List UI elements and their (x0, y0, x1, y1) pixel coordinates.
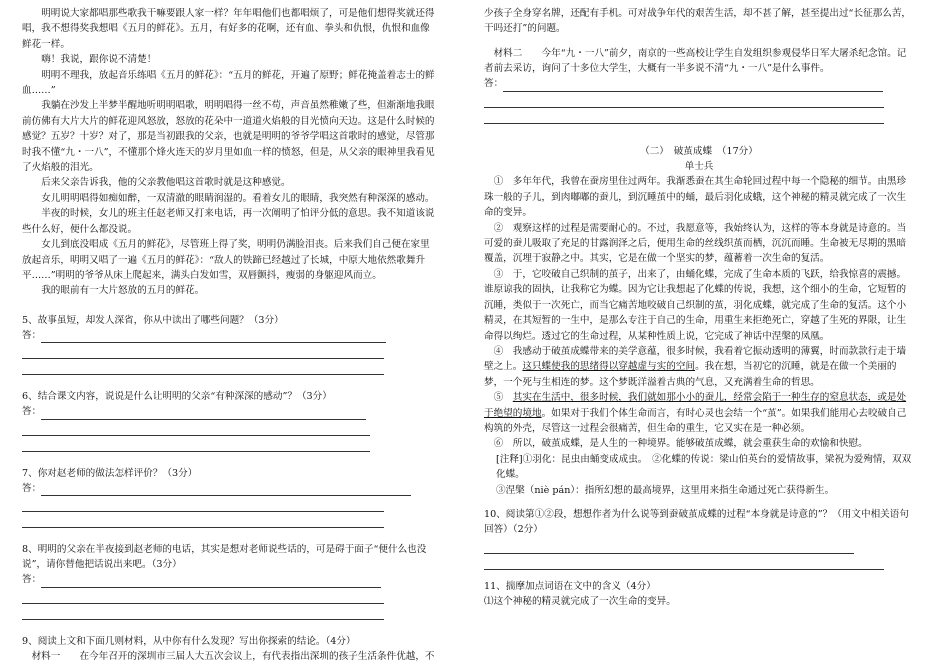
material-2: 材料二 今年“九・一八”前夕，南京的一些高校让学生自发组织参观侵华日军大屠杀纪念馆。记者前去采访，询问了十多位大学生，大概有一半多说不清“九・一八”是什么事件。 (484, 47, 907, 75)
answer-line[interactable] (22, 440, 370, 452)
answer-line[interactable] (41, 484, 411, 496)
answer-line[interactable] (22, 516, 384, 528)
essay-paragraph-2: ② 观察这样的过程是需要耐心的。不过，我愿意等，我始终认为，这样的等本身就是诗意的。当可爱的蚕儿吸取了充足的甘露润泽之后，便用生命的丝线织茧而栖，沉沉而睡。生命被无尽期的黑暗覆盖，沉埋于寂静之中。其实，它是在做一个坚实的梦，蕴蓄着一次生命的复活。 (484, 222, 907, 265)
answer-line[interactable] (22, 592, 384, 604)
question-11: 11、揣摩加点词语在文中的含义（4分） (484, 580, 656, 592)
story-paragraph: 半夜的时候，女儿的班主任赵老师又打来电话，再一次阐明了怕评分低的意思。我不知道该说些什么好，便什么都没说。 (22, 208, 435, 235)
question-8 (22, 542, 437, 620)
question-7 (22, 466, 437, 528)
answer-line[interactable] (22, 500, 384, 512)
answer-line[interactable] (22, 424, 370, 436)
answer-label: 答： (22, 574, 42, 586)
underlined-sentence: 这只蝶使我的思绪得以穿越虚与实的空间 (522, 361, 696, 373)
answer-line[interactable] (484, 542, 854, 554)
answer-line[interactable] (22, 608, 384, 620)
left-column (22, 6, 437, 665)
question-11-item-1: ⑴这个神秘的精灵就完成了一次生命的变异。 (484, 596, 676, 608)
answer-line[interactable] (503, 80, 883, 92)
question-text: 9、阅读上文和下面几则材料，从中你有什么发现？写出你探索的结论。（4分） (22, 635, 356, 647)
answer-line[interactable] (41, 331, 386, 343)
answer-label: 答： (484, 78, 504, 90)
story-paragraph: 嗨！我说，跟你说不清楚！ (41, 54, 157, 66)
essay-paragraph-5: ⑤ 其实在生活中，很多时候，我们就如那小小的蚕儿，经常会陷于一种生存的窒息状态，或是处于绝望的境地。如果对于我们个体生命而言，有时心灵也会结一个“茧”。如果我们能用心去咬破自己构筑的外壳，尽管这一过程会很痛苦，但生命的重生，它又实在是一种必须。 (484, 392, 907, 434)
question-text: 8、明明的父亲在半夜接到赵老师的电话，其实是想对老师说些话的，可是碍于面子“便什么也没说”，请你替他把话说出来吧。（3分） (22, 543, 427, 571)
underlined-sentence: 其实在生活中，很多时候，我们就如那小小的蚕儿，经常会陷于一种生存的窒息状态，或是处于绝望的境地 (484, 392, 907, 419)
question-6 (22, 389, 437, 451)
annotation: ③涅槃（niè pán）：指所幻想的最高境界，这里用来指生命通过死亡获得新生。 (496, 484, 835, 496)
question-text: 6、结合课文内容，说说是什么让明明的父亲“有种深深的感动”？（3分） (22, 391, 332, 403)
essay-paragraph-1: ① 多年年代，我曾在蚕房里住过两年。我渐悉蚕在其生命轮回过程中每一个隐秘的细节。由黑珍珠一般的子儿，到肉嘟嘟的蚕儿，到沉睡茧中的蛹，最后羽化成蛾，这个神秘的精灵就完成了一次生命的变异。 (484, 176, 907, 219)
answer-label: 答： (22, 329, 42, 341)
essay-paragraph-3: ③ 于，它咬破自己织制的茧子，出来了，由蛹化蝶，完成了生命本质的飞跃，给我惊喜的震撼。谁原谅我的固执，让我称它为蝶。因为它让我想起了化蝶的传说，我想，这个细小的生命，它短暂的沉睡，类似于一次死亡，而当它痛苦地咬破自己织制的茧，羽化成蝶，就完成了生命的复活。这个小精灵，在其短暂的一生中，是那么专注于自己的生命，用重生来拒绝死亡，穿越了生死的界限，让生命得以绚烂。透过它的生命过程，从某种性质上说，它完成了神话中涅槃的凤凰。 (484, 268, 907, 342)
answer-line[interactable] (22, 347, 384, 359)
essay-paragraph-6: ⑥ 所以，破茧成蝶，是人生的一种境界。能够破茧成蝶，就会重获生命的欢愉和快慰。 (493, 438, 868, 450)
right-column (484, 6, 914, 610)
question-text: 5、故事虽短，却发人深省，你从中读出了哪些问题？（3分） (22, 314, 284, 326)
answer-line[interactable] (41, 576, 381, 588)
answer-label: 答： (22, 406, 42, 418)
story-paragraph: 女儿明明唱得如痴如醉，一双清澈的眼睛润湿的。看着女儿的眼睛，我突然有种深深的感动。 (41, 192, 435, 204)
story-paragraph: 我躺在沙发上半梦半醒地听明明唱歌，明明唱得一丝不苟，声音虽然稚嫩了些，但渐渐地我眼前仿佛有大片大片的鲜花迎风怒放，怒放的花朵中一道道火焰般的目光愤向天边。这是什么时候的感觉？五岁？十岁？对了，那是当初跟我的父亲，也就是明明的爷爷学唱这首歌时的感觉，尽管那时我不懂“九・一八”，不懂那个烽火连天的岁月里如血一样的愤怒，但是，从父亲的眼神里我看见了火焰般的泪光。 (22, 100, 435, 174)
material-1-continued: 少孩子全身穿名牌，还配有手机。可对战争年代的艰苦生活，却不甚了解，甚至提出过“长征那么苦，干吗还打”的问题。 (484, 8, 912, 35)
annotation: [注释]①羽化：昆虫由蛹变成成虫。 ②化蝶的传说：梁山伯英台的爱情故事，梁祝为爱殉情，双双化蝶。 (496, 453, 912, 481)
question-10: 10、阅读第①②段，想想作者为什么说等到蚕破茧成蝶的过程“本身就是诗意的”？（用文中相关语句回答）（2分） (484, 508, 909, 536)
answer-line[interactable] (484, 558, 884, 570)
question-9 (22, 634, 437, 665)
story-paragraph: 明明说大家都唱那些歌我干嘛要跟人家一样？年年唱他们也都唱烦了，可是他们想得奖就还得唱，我不想得奖我想唱《五月的鲜花》。五月，有好多的花啊，还有血、拳头和仇恨，仇恨和血像鲜花一样。 (22, 8, 435, 50)
question-text: 7、你对赵老师的做法怎样评价？（3分） (22, 467, 198, 479)
section-title: （二） 破茧成蝶 （17分） (640, 145, 758, 157)
story-paragraph: 后来父亲告诉我，他的父亲教他唱这首歌时就是这种感觉。 (41, 177, 291, 189)
author: 单士兵 (684, 161, 714, 173)
answer-label: 答： (22, 482, 42, 494)
answer-line[interactable] (41, 408, 366, 420)
answer-line[interactable] (484, 96, 884, 108)
answer-line[interactable] (484, 112, 884, 124)
answer-row (484, 77, 914, 92)
story-paragraph: 明明不理我，放起音乐练唱《五月的鲜花》：“五月的鲜花，开遍了原野；鲜花掩盖着志士的鲜血……” (22, 69, 435, 97)
material-1: 材料一 在今年召开的深圳市三届人大五次会议上，有代表指出深圳的孩子生活条件优越，不 (31, 651, 435, 663)
essay-paragraph-4: ④ 我感动于破茧成蝶带来的美学意蕴，很多时候，我看着它振动透明的薄翼，时而款款行走于墙壁之上。这只蝶使我的思绪得以穿越虚与实的空间。我在想，当初它的沉睡，就是在做一个美丽的梦，一个死与生相连的梦。这个梦既洋溢着古典的气息，又充满着生命的哲思。 (484, 345, 907, 388)
answer-line[interactable] (22, 363, 384, 375)
question-5 (22, 313, 437, 375)
story-paragraph: 女儿到底没唱成《五月的鲜花》，尽管班上得了奖，明明仍满脸泪丧。后来我们自己便在家里放起音乐，明明又唱了一遍《五月的鲜花》：“敌人的铁蹄已经越过了长城，中原大地依然歌舞升平……”明明的爷爷从床上爬起来，满头白发如雪，双唇颤抖，瘦弱的身躯迎风而立。 (22, 239, 430, 281)
story-paragraph: 我的眼前有一大片怒放的五月的鲜花。 (41, 285, 205, 297)
